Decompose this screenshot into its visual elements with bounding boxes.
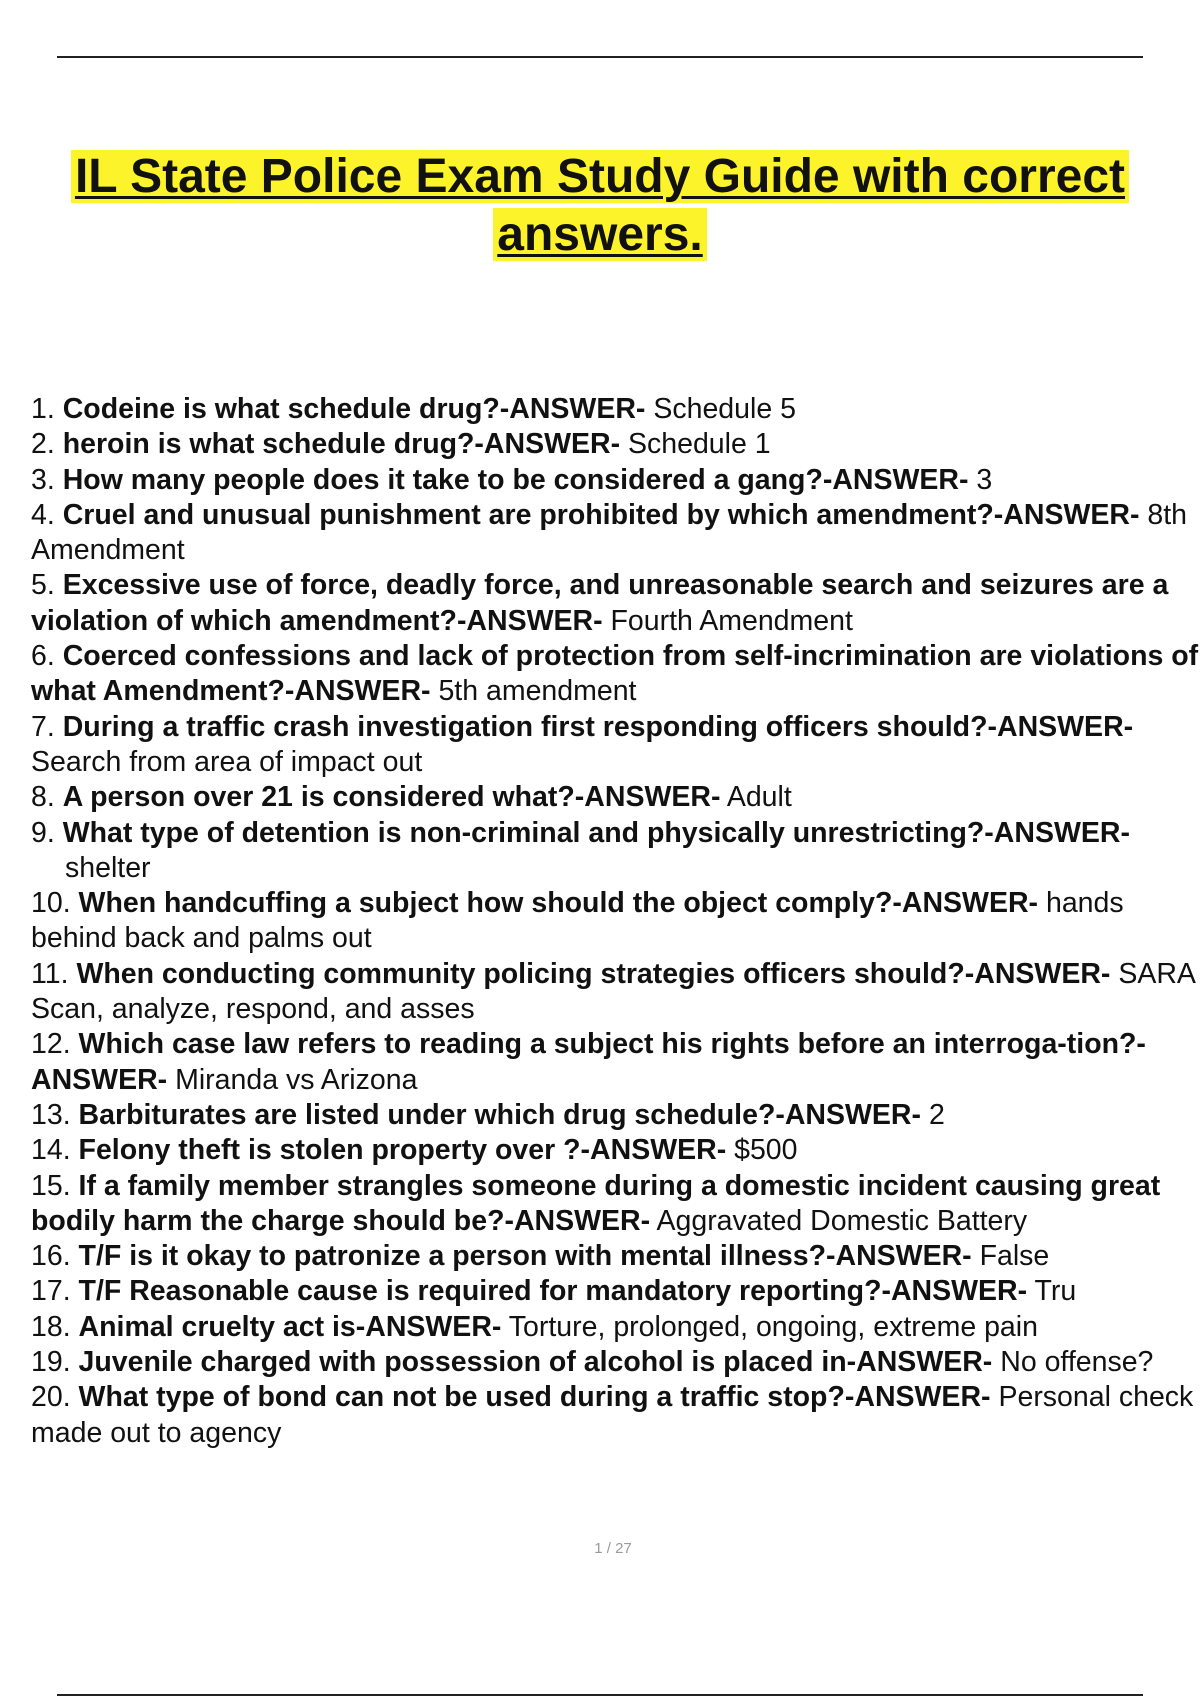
answer-text: 5th amendment: [438, 675, 637, 708]
item-number: 17.: [31, 1275, 71, 1308]
qa-item-9: [31, 816, 1200, 887]
question-text: What type of bond can not be used during a traffic stop?-ANSWER-: [78, 1381, 991, 1414]
item-number: 9.: [31, 816, 55, 849]
answer-text: Torture, prolonged, ongoing, extreme pain: [508, 1310, 1038, 1343]
qa-item-1: [31, 392, 1200, 427]
question-text: What type of detention is non-criminal and physically unrestricting?-ANSWER-: [62, 816, 1130, 849]
answer-text: Tru: [1034, 1275, 1077, 1308]
question-text: A person over 21 is considered what?-ANSWER-: [62, 781, 721, 814]
question-text: heroin is what schedule drug?-ANSWER-: [62, 428, 621, 461]
answer-text: $500: [734, 1134, 798, 1167]
question-text: T/F is it okay to patronize a person with mental illness?-ANSWER-: [78, 1240, 972, 1273]
item-number: 5.: [31, 569, 55, 602]
question-text: When handcuffing a subject how should the object comply?-ANSWER-: [78, 887, 1039, 920]
qa-item-18: [31, 1310, 1200, 1345]
answer-text: shelter: [65, 851, 151, 884]
item-number: 16.: [31, 1240, 71, 1273]
qa-item-16: [31, 1239, 1200, 1274]
item-number: 3.: [31, 463, 55, 496]
answer-text: Schedule 1: [628, 428, 771, 461]
question-text: Felony theft is stolen property over ?-ANSWER-: [78, 1134, 727, 1167]
qa-item-10: [31, 886, 1200, 957]
answer-text: Fourth Amendment: [610, 604, 853, 637]
qa-item-7: [31, 710, 1200, 781]
answer-text: hands behind back and palms out: [31, 887, 1124, 955]
item-number: 6.: [31, 640, 55, 673]
question-text: Excessive use of force, deadly force, and unreasonable search and seizures are a violation of which amendment?-ANSWER-: [31, 569, 1169, 637]
answer-text: SARA Scan, analyze, respond, and asses: [31, 957, 1195, 1026]
question-text: Codeine is what schedule drug?-ANSWER-: [62, 393, 646, 425]
answer-text: Aggravated Domestic Battery: [656, 1204, 1028, 1237]
item-number: 12.: [31, 1028, 71, 1061]
answer-text: Schedule 5: [653, 393, 796, 425]
item-number: 15.: [31, 1169, 71, 1202]
qa-item-15: [31, 1169, 1200, 1240]
qa-item-12: [31, 1027, 1200, 1098]
qa-item-17: [31, 1274, 1200, 1309]
question-text: When conducting community policing strategies officers should?-ANSWER-: [76, 957, 1111, 990]
item-number: 19.: [31, 1346, 71, 1379]
bottom-rule: [57, 1694, 1143, 1696]
question-text: Which case law refers to reading a subject his rights before an interroga-tion?-ANSWER-: [31, 1028, 1146, 1096]
item-number: 7.: [31, 710, 55, 743]
item-number: 8.: [31, 781, 55, 814]
qa-item-13: [31, 1098, 1200, 1133]
question-text: During a traffic crash investigation first responding officers should?-ANSWER-: [62, 710, 1134, 743]
question-text: T/F Reasonable cause is required for mandatory reporting?-ANSWER-: [78, 1275, 1028, 1308]
question-text: Juvenile charged with possession of alcohol is placed in-ANSWER-: [78, 1346, 993, 1379]
qa-item-5: [31, 568, 1200, 639]
qa-item-4: [31, 498, 1200, 569]
answer-text: Search from area of impact out: [31, 745, 423, 778]
answer-text: 3: [976, 463, 993, 496]
answer-text: Adult: [726, 781, 792, 814]
question-text: Animal cruelty act is-ANSWER-: [78, 1310, 502, 1343]
answer-text: 8th Amendment: [31, 498, 1187, 567]
answer-text: Miranda vs Arizona: [175, 1063, 418, 1096]
qa-item-2: [31, 427, 1200, 462]
qa-list: [31, 392, 1200, 1451]
answer-text: 2: [928, 1098, 945, 1131]
item-number: 2.: [31, 428, 55, 461]
answer-text: False: [979, 1240, 1050, 1273]
qa-item-19: [31, 1345, 1200, 1380]
qa-item-8: [31, 780, 1200, 815]
question-text: Barbiturates are listed under which drug schedule?-ANSWER-: [78, 1098, 922, 1131]
title-highlight: IL State Police Exam Study Guide with correct answers.: [71, 150, 1129, 261]
item-number: 10.: [31, 887, 71, 920]
qa-item-14: [31, 1133, 1200, 1168]
top-rule: [57, 56, 1143, 58]
question-text: Cruel and unusual punishment are prohibited by which amendment?-ANSWER-: [62, 498, 1140, 531]
qa-item-3: [31, 463, 1200, 498]
question-text: How many people does it take to be considered a gang?-ANSWER-: [62, 463, 969, 496]
page-number: 1 / 27: [594, 1540, 632, 1557]
qa-item-20: [31, 1380, 1200, 1451]
qa-item-6: [31, 639, 1200, 710]
answer-text: No offense?: [1000, 1346, 1154, 1379]
item-number: 18.: [31, 1310, 71, 1343]
document-title: [60, 148, 1140, 264]
item-number: 1.: [31, 393, 55, 425]
qa-item-11: [31, 957, 1200, 1028]
item-number: 14.: [31, 1134, 71, 1167]
item-number: 13.: [31, 1098, 71, 1131]
item-number: 20.: [31, 1381, 71, 1414]
question-text: If a family member strangles someone during a domestic incident causing great bodily harm the charge should be?-ANSWER-: [31, 1169, 1161, 1237]
item-number: 11.: [31, 957, 69, 990]
item-number: 4.: [31, 498, 55, 531]
answer-text: Personal check made out to agency: [31, 1381, 1194, 1449]
question-text: Coerced confessions and lack of protection from self-incrimination are violations of what Amendment?-ANSWER-: [31, 640, 1199, 708]
